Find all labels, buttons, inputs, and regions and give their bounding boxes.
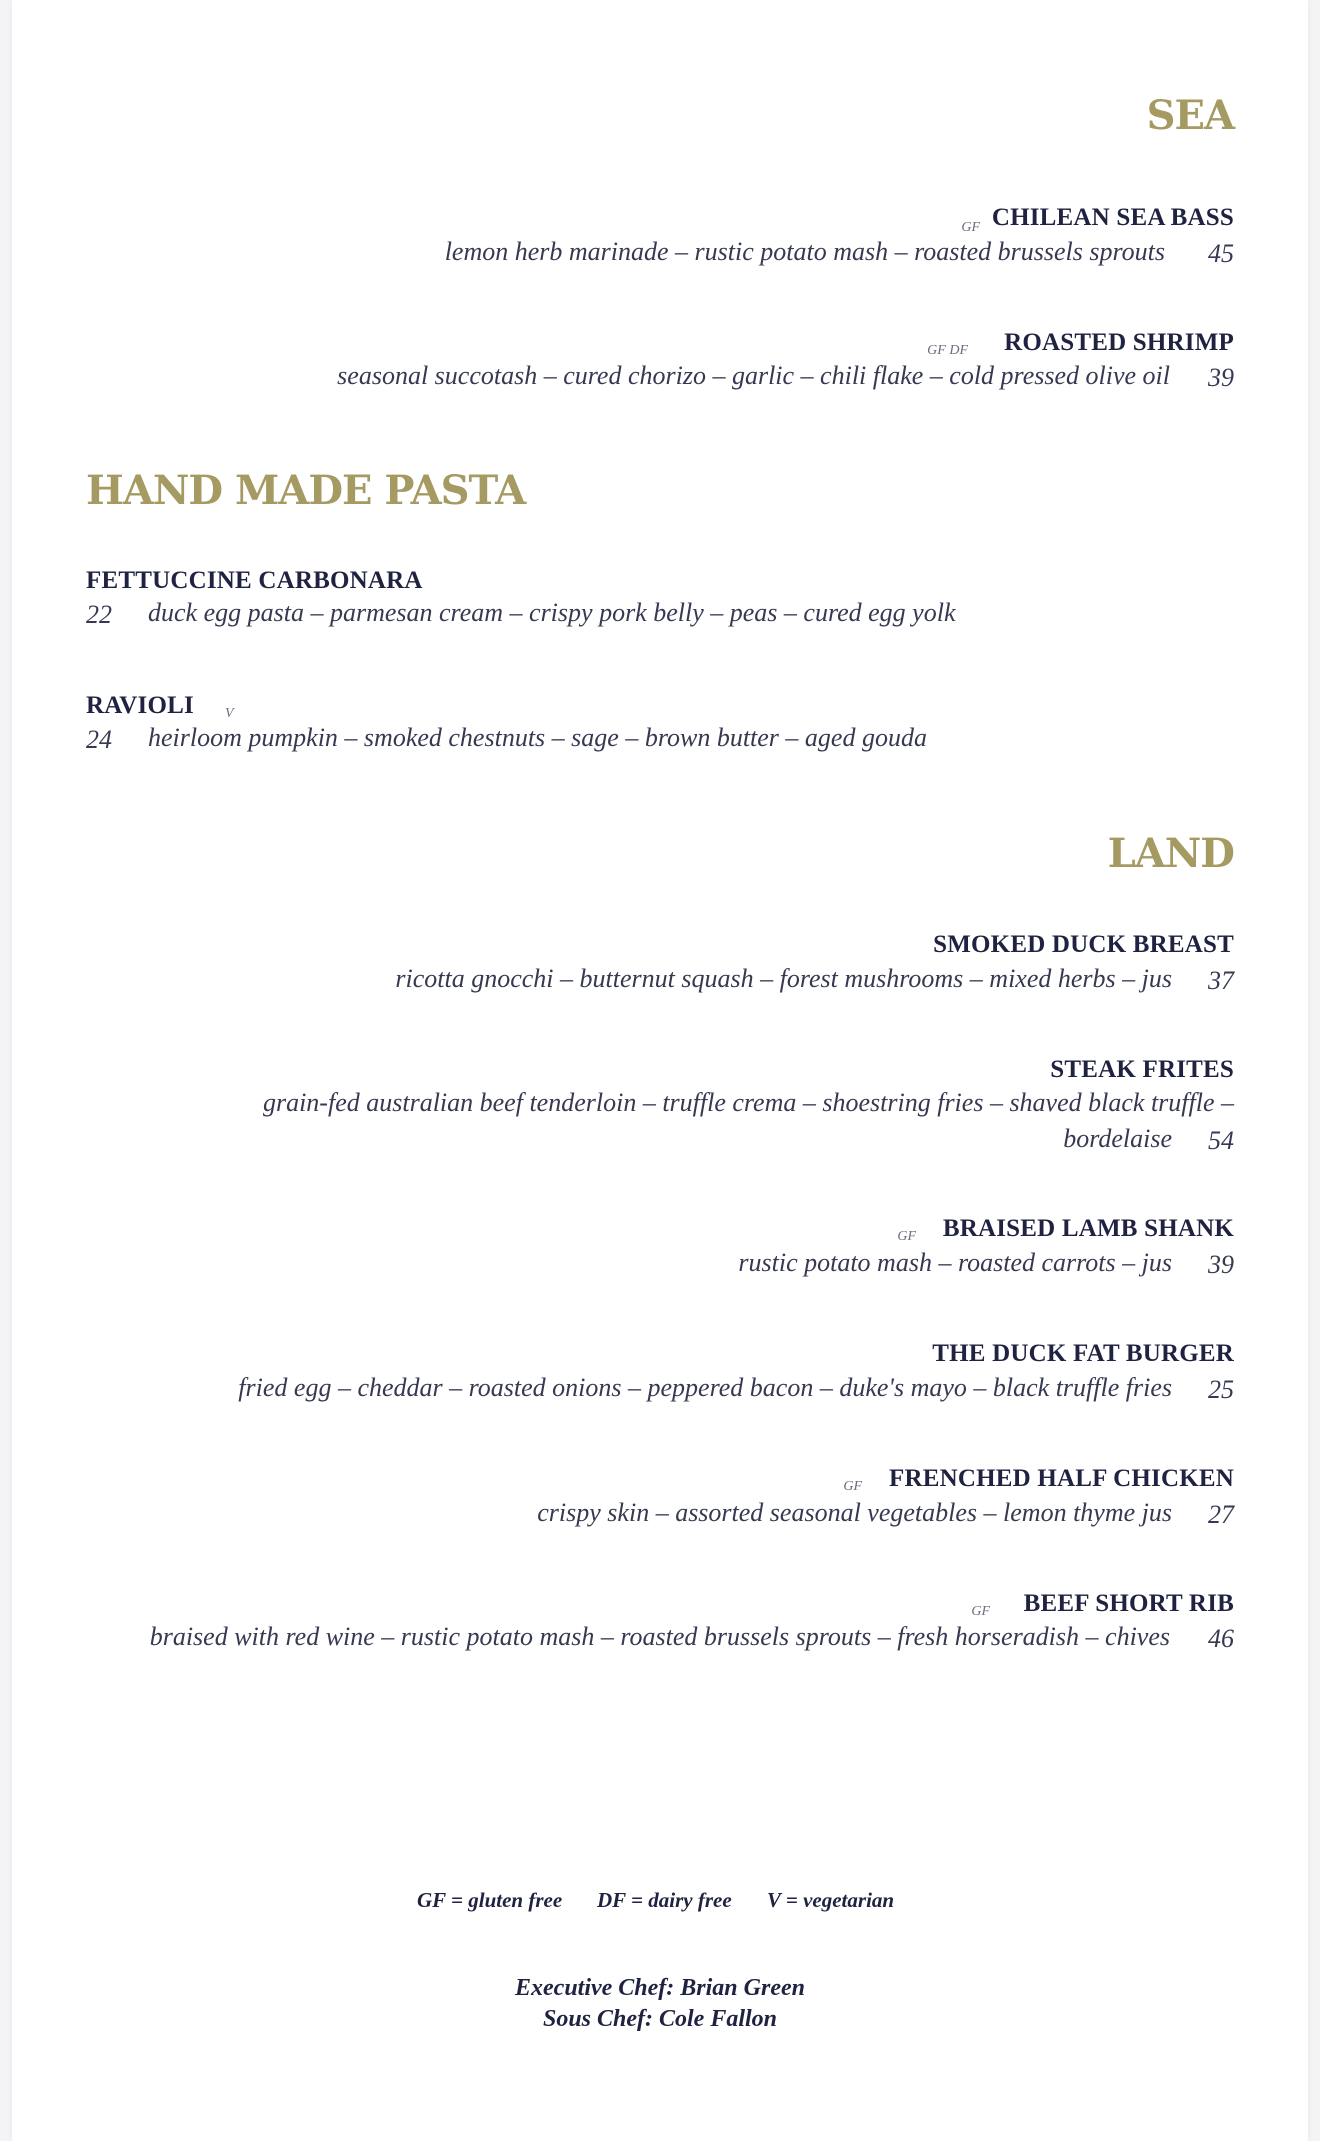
executive-chef: Executive Chef: Brian Green bbox=[515, 1975, 805, 2001]
item-name: SMOKED DUCK BREAST bbox=[933, 931, 1234, 958]
dietary-tag: GF bbox=[897, 1229, 916, 1244]
legend-gluten-free: GF = gluten free bbox=[417, 1888, 563, 1912]
item-description: braised with red wine – rustic potato mash – roasted brussels sprouts – fresh horseradish – chives bbox=[149, 1622, 1170, 1651]
item-name: THE DUCK FAT BURGER bbox=[932, 1340, 1234, 1367]
item-description: rustic potato mash – roasted carrots – jus bbox=[738, 1248, 1172, 1277]
item-description: duck egg pasta – parmesan cream – crispy pork belly – peas – cured egg yolk bbox=[148, 598, 956, 627]
item-description: grain-fed australian beef tenderloin – truffle crema – shoestring fries – shaved black truffle – bbox=[262, 1088, 1234, 1117]
legend-dairy-free: DF = dairy free bbox=[597, 1888, 732, 1912]
item-name: RAVIOLI bbox=[86, 692, 194, 719]
dietary-tag: GF DF bbox=[927, 343, 968, 358]
item-price: 39 bbox=[1208, 1250, 1234, 1279]
dietary-tag: GF bbox=[971, 1604, 990, 1619]
item-name: BEEF SHORT RIB bbox=[1023, 1590, 1234, 1617]
legend-vegetarian: V = vegetarian bbox=[767, 1888, 895, 1912]
item-price: 54 bbox=[1208, 1126, 1234, 1155]
item-description: heirloom pumpkin – smoked chestnuts – sage – brown butter – aged gouda bbox=[148, 723, 927, 752]
item-price: 25 bbox=[1208, 1375, 1234, 1404]
item-name: CHILEAN SEA BASS bbox=[991, 204, 1234, 231]
item-name: ROASTED SHRIMP bbox=[1004, 329, 1234, 356]
section-title-land: LAND bbox=[1107, 830, 1234, 877]
dietary-tag: V bbox=[225, 706, 234, 721]
item-price: 27 bbox=[1208, 1500, 1234, 1529]
item-description: seasonal succotash – cured chorizo – garlic – chili flake – cold pressed olive oil bbox=[337, 361, 1170, 390]
sous-chef: Sous Chef: Cole Fallon bbox=[542, 2006, 778, 2032]
section-title-pasta: HAND MADE PASTA bbox=[86, 467, 526, 514]
item-description: ricotta gnocchi – butternut squash – forest mushrooms – mixed herbs – jus bbox=[395, 964, 1172, 993]
item-name: FRENCHED HALF CHICKEN bbox=[889, 1465, 1234, 1492]
item-price: 45 bbox=[1208, 239, 1234, 268]
item-price: 22 bbox=[86, 600, 112, 629]
item-price: 24 bbox=[86, 725, 112, 754]
item-description-continued: bordelaise bbox=[1063, 1124, 1172, 1153]
item-price: 39 bbox=[1208, 363, 1234, 392]
item-description: lemon herb marinade – rustic potato mash – roasted brussels sprouts bbox=[444, 237, 1165, 266]
item-price: 46 bbox=[1208, 1624, 1234, 1653]
item-description: fried egg – cheddar – roasted onions – peppered bacon – duke's mayo – black truffle fries bbox=[238, 1373, 1172, 1402]
item-description: crispy skin – assorted seasonal vegetables – lemon thyme jus bbox=[537, 1498, 1172, 1527]
item-price: 37 bbox=[1208, 966, 1234, 995]
item-name: STEAK FRITES bbox=[1050, 1056, 1234, 1083]
section-title-sea: SEA bbox=[1146, 92, 1234, 139]
dietary-tag: GF bbox=[843, 1479, 862, 1494]
item-name: BRAISED LAMB SHANK bbox=[942, 1215, 1234, 1242]
item-name: FETTUCCINE CARBONARA bbox=[86, 567, 423, 594]
dietary-tag: GF bbox=[961, 220, 980, 235]
